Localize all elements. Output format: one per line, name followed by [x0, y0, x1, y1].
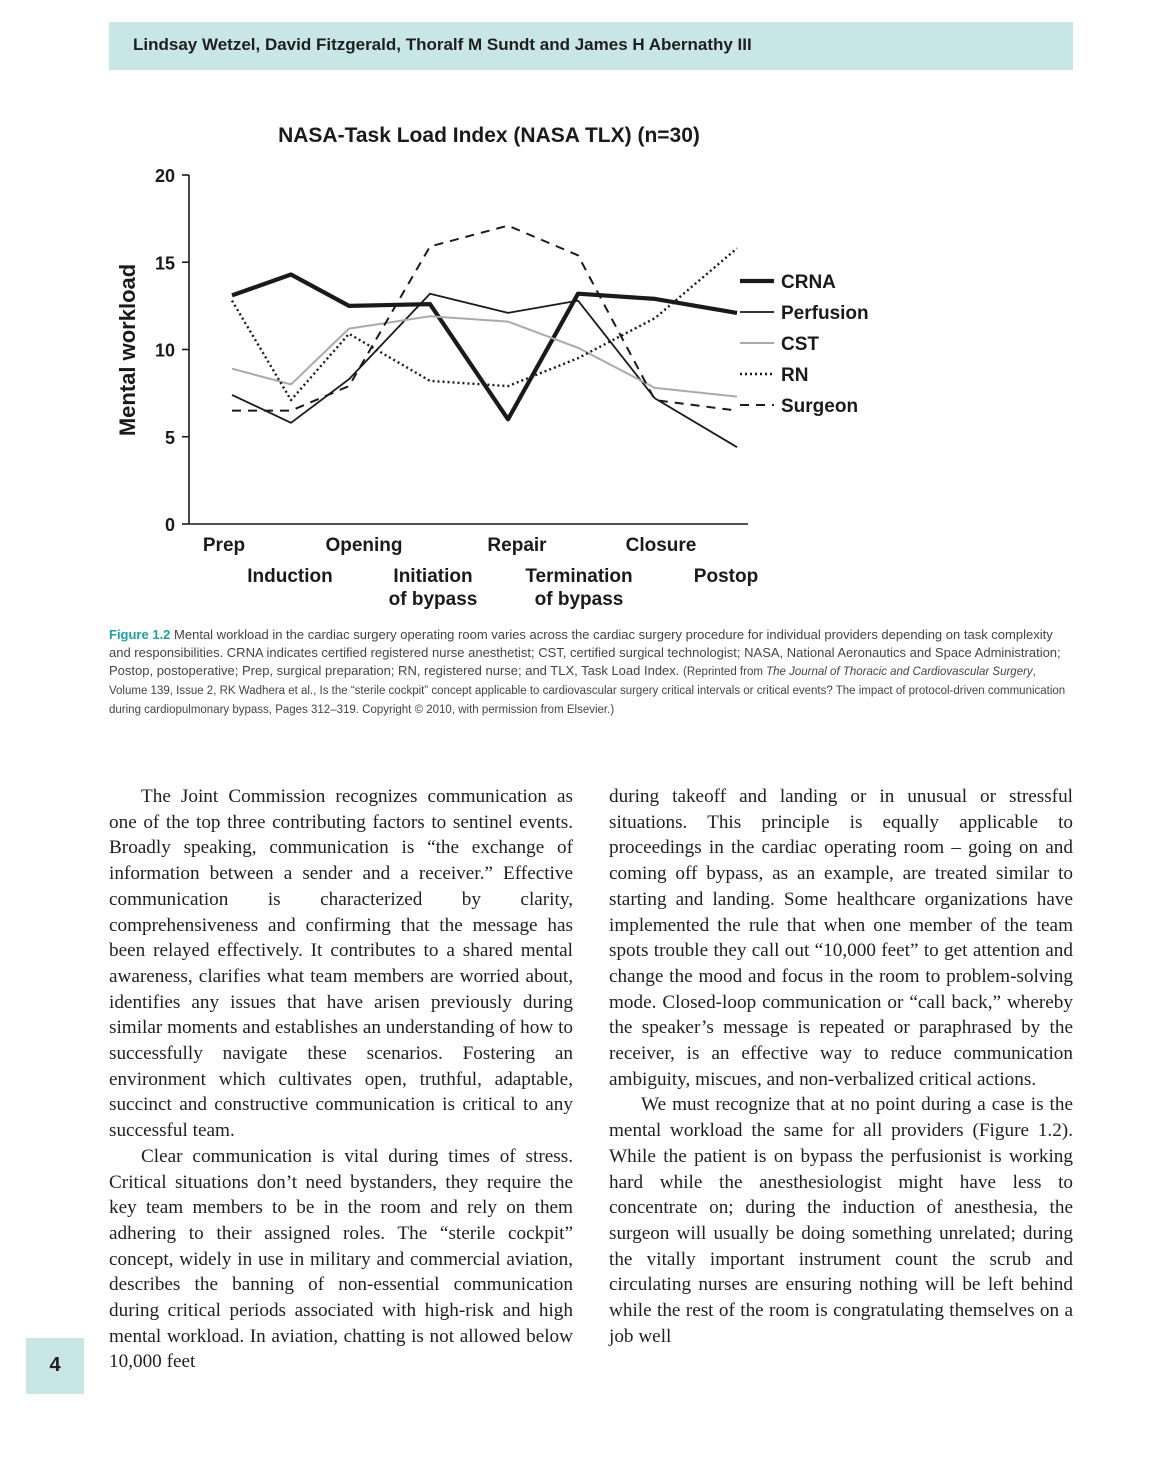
- caption-reprint-rest: , Volume 139, Issue 2, RK Wadhera et al., Is the “sterile cockpit” concept applicable to cardiovascular surgery critical intervals or critical events? The impact of protocol-driven communication during cardiopulmonary bypass, Pages 312–319. Copyright © 2010, with permission from Elsevier.): [109, 666, 1066, 716]
- y-tick-label: 0: [164, 515, 175, 535]
- x-tick-label: Repair: [487, 535, 547, 556]
- body-column-right: [609, 784, 1073, 1349]
- running-header: [109, 22, 1073, 70]
- legend-label: CRNA: [781, 272, 836, 293]
- body-column-left: [109, 784, 573, 1375]
- figure-label: Figure 1.2: [109, 627, 171, 642]
- page-number-box: [26, 1338, 84, 1394]
- figure-caption: [109, 626, 1073, 719]
- paragraph: Clear communication is vital during times of stress. Critical situations don’t need bystanders, they require the key team members to be in the room and rely on them adhering to their assigned roles. The “sterile cockpit” concept, widely in use in military and commercial aviation, describes the banning of non-essential communication during critical periods associated with high-risk and high mental workload. In aviation, chatting is not allowed below 10,000 feet: [109, 1145, 573, 1373]
- legend-label: RN: [781, 365, 809, 386]
- y-tick-label: 15: [154, 253, 175, 274]
- y-tick-label: 20: [154, 166, 175, 186]
- x-tick-label: Closure: [625, 535, 697, 556]
- caption-journal: The Journal of Thoracic and Cardiovascular Surgery: [766, 666, 1033, 678]
- x-tick-label: Prep: [202, 535, 246, 556]
- page-number: 4: [49, 1354, 61, 1376]
- series-line-perfusion: [232, 294, 737, 448]
- legend-label: CST: [781, 334, 819, 355]
- header-authors: Lindsay Wetzel, David Fitzgerald, Thoralf M Sundt and James H Abernathy III: [133, 35, 752, 54]
- caption-main: Mental workload in the cardiac surgery operating room varies across the cardiac surgery procedure for individual providers depending on task complexity and responsibilities. CRNA indicates certified registered nurse anesthetist; CST, certified surgical technologist; NASA, National Aeronautics and Space Administration; Postop, postoperative; Prep, surgical preparation; RN, registered nurse; and TLX, Task Load Index.: [109, 627, 1061, 678]
- y-tick-label: 10: [154, 340, 175, 361]
- x-tick-label: Postop: [693, 566, 759, 587]
- x-tick-label: Initiation of bypass: [388, 566, 478, 610]
- paragraph: The Joint Commission recognizes communication as one of the top three contributing factors to sentinel events. Broadly speaking, communication is “the exchange of information between a sender and a receiver.” Effective communication is characterized by clarity, comprehensiveness and confirming that the message has been relayed effectively. It contributes to a shared mental awareness, clarifies what team members are worried about, identifies any issues that have arisen previously during similar moments and establishes an understanding of how to successfully navigate these scenarios. Fostering an environment which cultivates open, truthful, adaptable, succinct and constructive communication is critical to any successful team.: [109, 786, 573, 1142]
- series-line-crna: [232, 275, 737, 420]
- x-tick-label: Termination of bypass: [525, 566, 633, 610]
- figure-chart: [0, 110, 1152, 620]
- x-tick-label: Opening: [325, 535, 403, 556]
- y-axis-label: Mental workload: [115, 263, 140, 437]
- chart-title: NASA-Task Load Index (NASA TLX) (n=30): [278, 124, 700, 147]
- paragraph: during takeoff and landing or in unusual or stressful situations. This principle is equally applicable to proceedings in the cardiac operating room – going on and coming off bypass, as an example, are treated similar to starting and landing. Some healthcare organizations have implemented the rule that when one member of the team spots trouble they call out “10,000 feet” to get attention and change the mood and focus in the room to problem-solving mode. Closed-loop communication or “call back,” whereby the speaker’s message is repeated or paraphrased by the receiver, is an effective way to reduce communication ambiguity, miscues, and non-verbalized critical actions.: [609, 786, 1073, 1090]
- y-tick-label: 5: [164, 427, 175, 448]
- legend-label: Perfusion: [781, 303, 869, 324]
- x-tick-label: Induction: [247, 566, 333, 587]
- caption-reprint-prefix: (Reprinted from: [683, 666, 767, 678]
- legend-label: Surgeon: [781, 396, 859, 417]
- paragraph: We must recognize that at no point during a case is the mental workload the same for all providers (Figure 1.2). While the patient is on bypass the perfusionist is working hard while the anesthesiologist might have less to concentrate on; during the induction of anesthesia, the surgeon will usually be doing something unrelated; during the vitally important instrument count the scrub and circulating nurses are ensuring nothing will be left behind while the rest of the room is congratulating themselves on a job well: [609, 1094, 1073, 1347]
- series-line-rn: [232, 248, 737, 400]
- line-chart: [0, 110, 1152, 620]
